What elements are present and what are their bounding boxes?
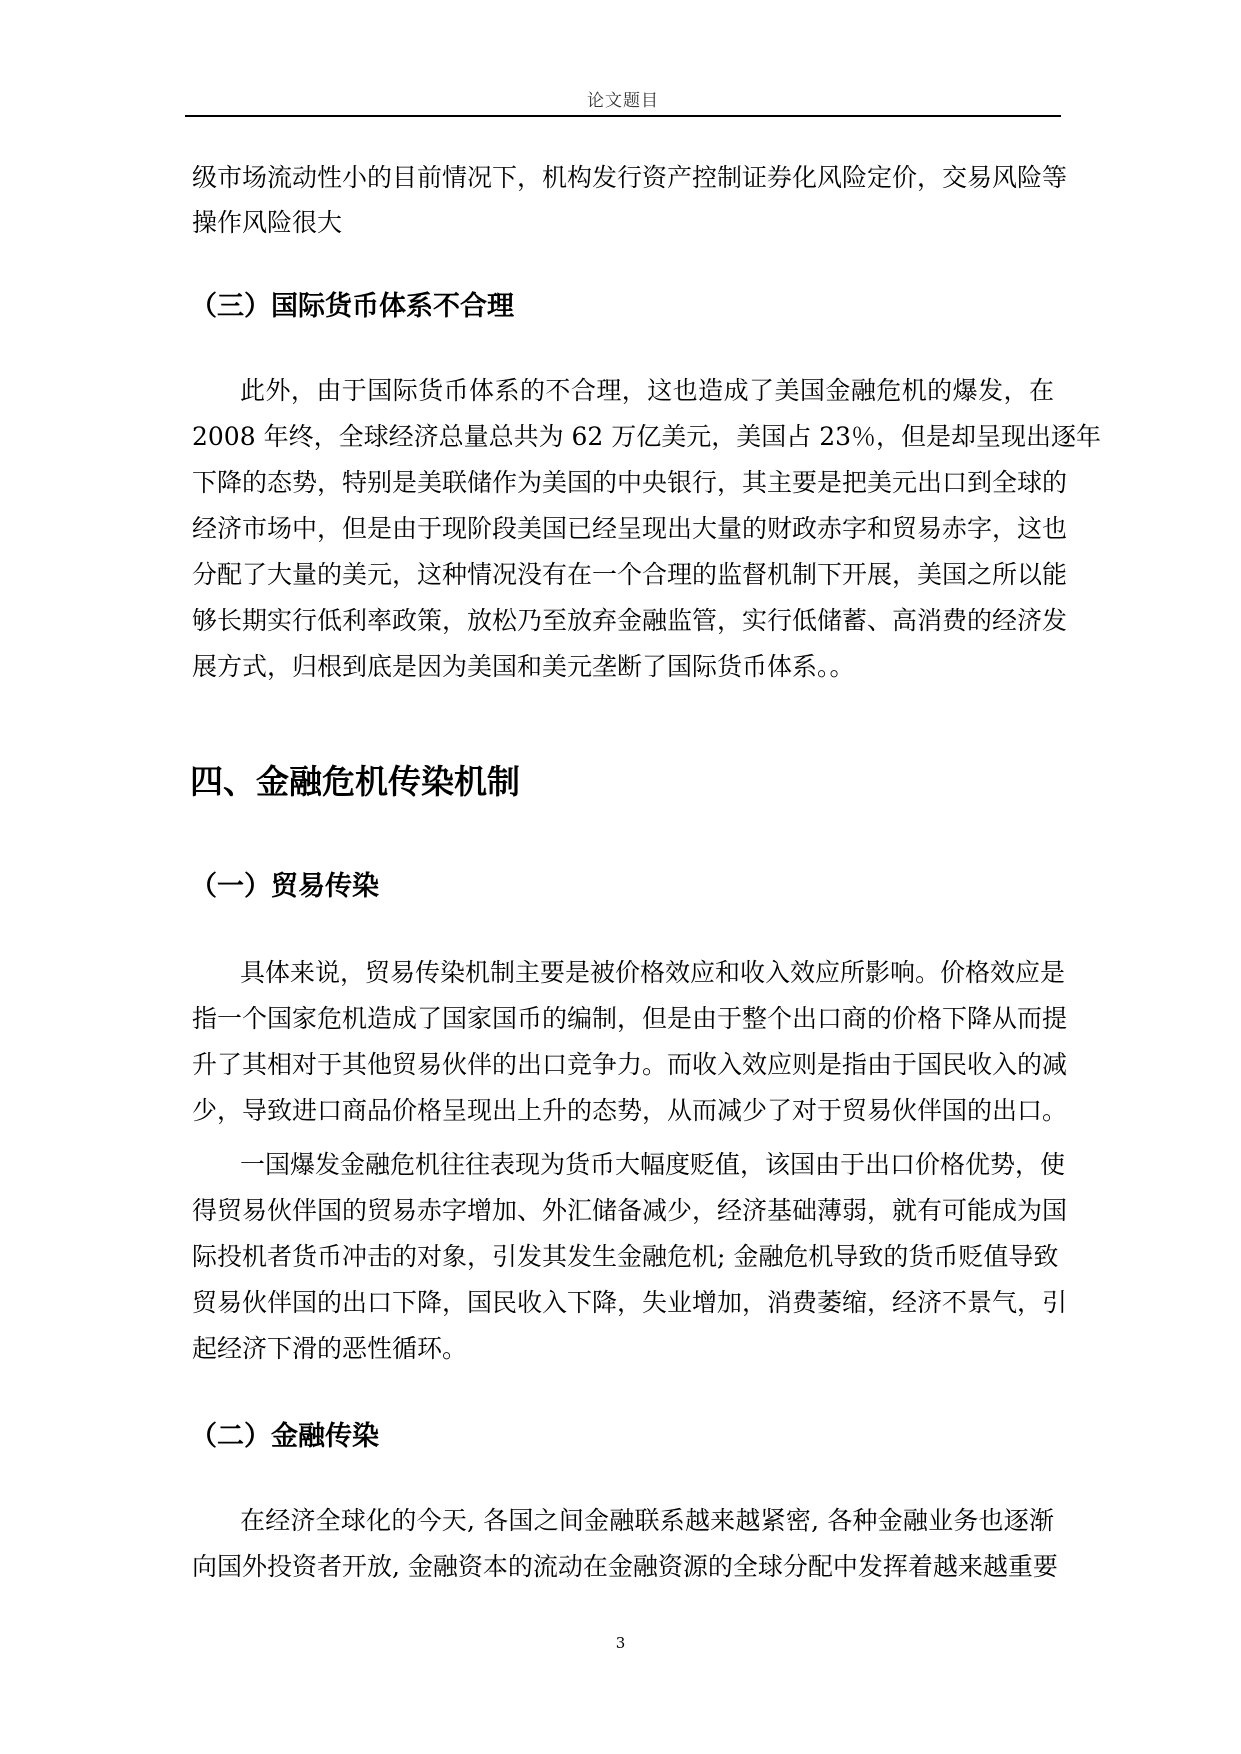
body-text-line: 贸易伙伴国的出口下降，国民收入下降，失业增加，消费萎缩，经济不景气，引 [192,1288,1068,1317]
chapter-heading: 四、金融危机传染机制 [190,762,520,801]
body-text-line: 2008 年终，全球经济总量总共为 62 万亿美元，美国占 23％，但是却呈现出逐年 [192,422,1102,451]
section-heading: （二）金融传染 [190,1421,379,1452]
body-text-line: 指一个国家危机造成了国家国币的编制，但是由于整个出口商的价格下降从而提 [192,1004,1068,1033]
body-text-line: 级市场流动性小的目前情况下，机构发行资产控制证券化风险定价，交易风险等 [192,163,1068,192]
body-text-line: 经济市场中，但是由于现阶段美国已经呈现出大量的财政赤字和贸易赤字，这也 [192,514,1068,543]
body-text-line: 具体来说，贸易传染机制主要是被价格效应和收入效应所影响。价格效应是 [240,958,1066,987]
body-text-line: 一国爆发金融危机往往表现为货币大幅度贬值，该国由于出口价格优势，使 [240,1150,1066,1179]
body-text-line: 际投机者货币冲击的对象，引发其发生金融危机; 金融危机导致的货币贬值导致 [192,1242,1059,1271]
body-text-line: 展方式，归根到底是因为美国和美元垄断了国际货币体系。。 [192,652,855,681]
body-text-line: 够长期实行低利率政策，放松乃至放弃金融监管，实行低储蓄、高消费的经济发 [192,606,1068,635]
body-text-line: 在经济全球化的今天, 各国之间金融联系越来越紧密, 各种金融业务也逐渐 [240,1506,1054,1535]
page-number: 3 [615,1634,626,1652]
body-text-line: 少，导致进口商品价格呈现出上升的态势，从而减少了对于贸易伙伴国的出口。 [192,1096,1068,1125]
body-text-line: 分配了大量的美元，这种情况没有在一个合理的监督机制下开展，美国之所以能 [192,560,1068,589]
body-text-line: 得贸易伙伴国的贸易赤字增加、外汇储备减少，经济基础薄弱，就有可能成为国 [192,1196,1068,1225]
body-text-line: 向国外投资者开放, 金融资本的流动在金融资源的全球分配中发挥着越来越重要 [192,1552,1058,1581]
section-heading: （一）贸易传染 [190,871,379,902]
body-text-line: 起经济下滑的恶性循环。 [192,1334,468,1363]
body-text-line: 下降的态势，特别是美联储作为美国的中央银行，其主要是把美元出口到全球的 [192,468,1068,497]
header-rule [185,115,1061,117]
body-text-line: 此外，由于国际货币体系的不合理，这也造成了美国金融危机的爆发，在 [240,376,1054,405]
page-header: 论文题目 [587,91,659,111]
body-text-line: 升了其相对于其他贸易伙伴的出口竞争力。而收入效应则是指由于国民收入的减 [192,1050,1068,1079]
body-text-line: 操作风险很大 [192,208,343,237]
section-heading: （三）国际货币体系不合理 [190,291,514,322]
